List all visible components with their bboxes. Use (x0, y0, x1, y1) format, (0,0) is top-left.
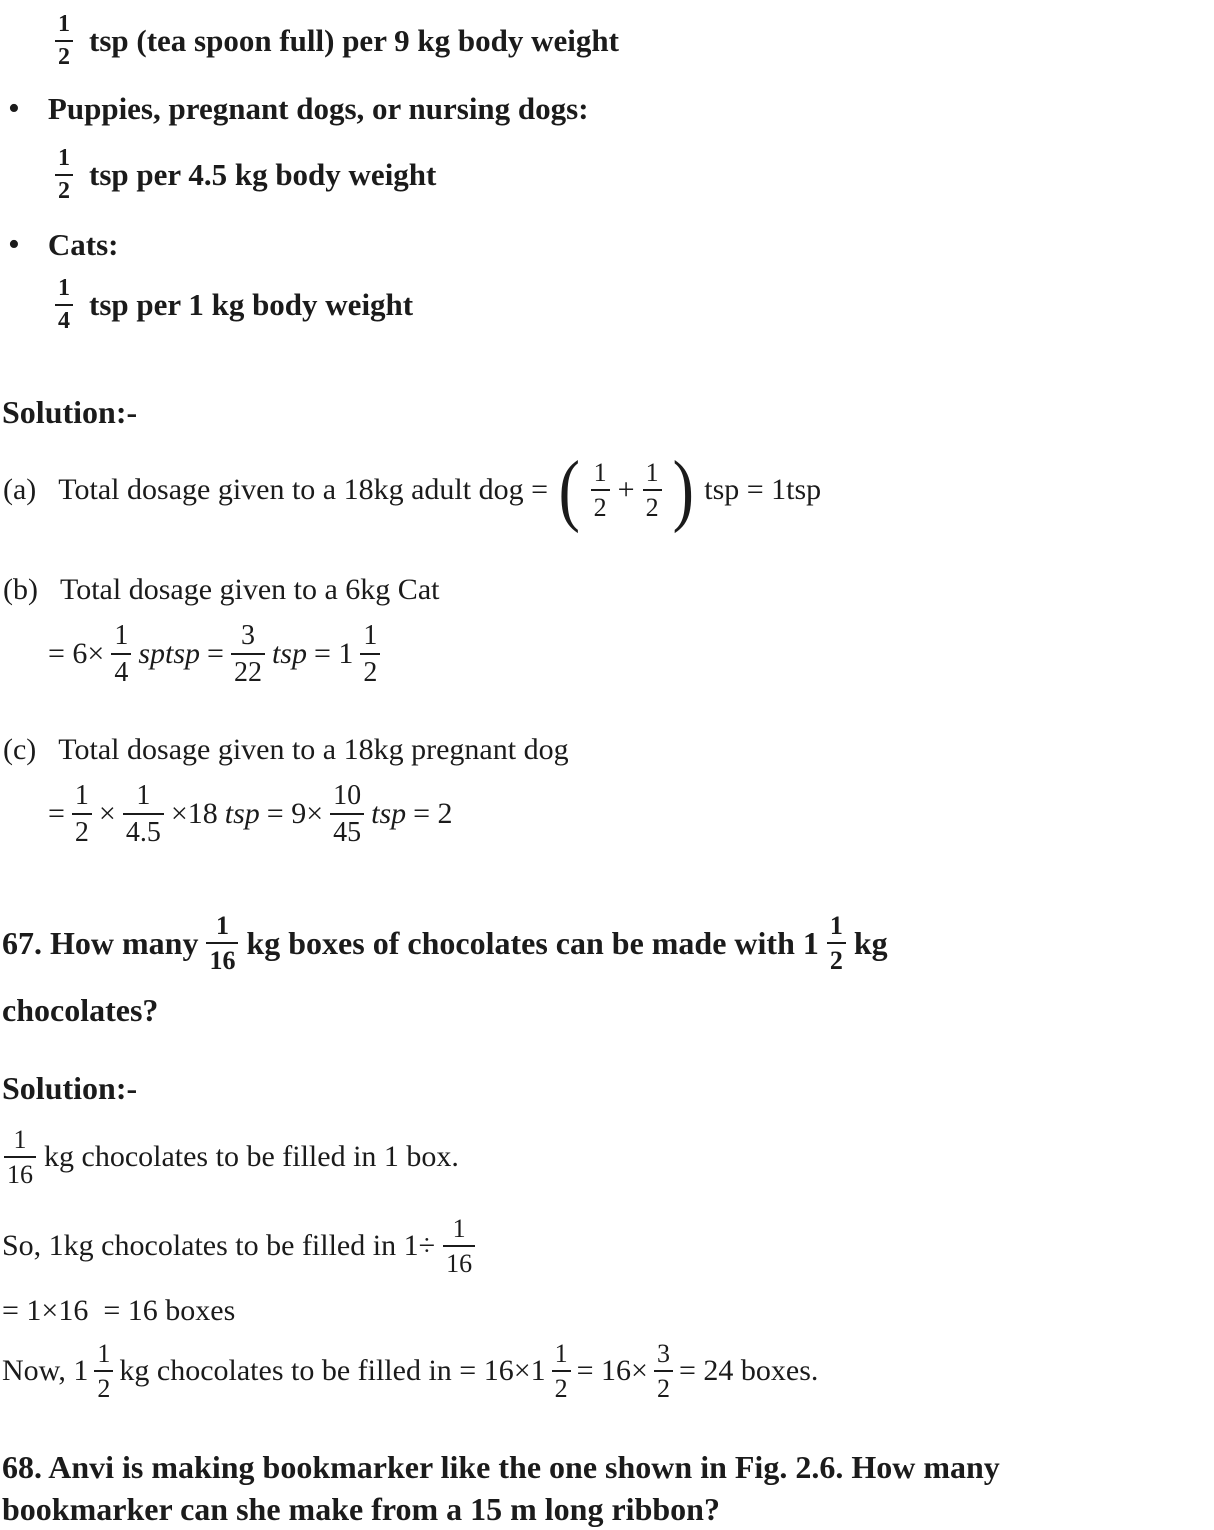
solution-heading: Solution:- (2, 394, 138, 430)
fraction-denominator: 2 (552, 1370, 571, 1402)
part-label-c: (c) (3, 733, 37, 766)
fraction-numerator: 1 (58, 274, 70, 301)
fraction-one-sixteenth (443, 1215, 475, 1278)
dosage-line-adult-dog (55, 4, 1214, 78)
fraction-three-halves (654, 1340, 673, 1403)
q67-text: 67. How many (2, 924, 199, 961)
solution-part-c-equation (48, 774, 1214, 854)
fraction-denominator: 2 (827, 942, 846, 974)
fraction-numerator: 1 (554, 1338, 568, 1368)
dosage-text-adult-dog: tsp (tea spoon full) per 9 kg body weight (89, 23, 619, 58)
eq-segment: Now, 1 (2, 1354, 89, 1387)
solution67-line2-text: So, 1kg chocolates to be filled in 1÷ (2, 1229, 436, 1262)
eq-result: = 24 boxes. (678, 1354, 819, 1387)
fraction-denominator: 2 (55, 40, 73, 70)
part-c-intro: Total dosage given to a 18kg pregnant dog (58, 733, 569, 766)
fraction-one-over-four-point-five (123, 781, 164, 848)
left-parenthesis: ( (558, 446, 581, 534)
fraction-one-half (827, 912, 846, 975)
fraction-numerator: 1 (136, 779, 151, 811)
question-67-continued (2, 988, 1214, 1032)
fraction-numerator: 1 (829, 910, 843, 940)
fraction-denominator: 2 (591, 489, 610, 521)
question-68 (2, 1446, 1214, 1530)
fraction-denominator: 4 (111, 653, 131, 687)
eq-variable: tsp (224, 797, 260, 830)
fraction-one-quarter (111, 621, 131, 688)
fraction-numerator: 1 (593, 457, 607, 487)
fraction-numerator: 1 (363, 619, 378, 651)
fraction-one-half (55, 146, 73, 204)
part-label-a: (a) (3, 473, 37, 506)
eq-segment: = 16× (576, 1354, 648, 1387)
puppies-label: Puppies, pregnant dogs, or nursing dogs: (47, 91, 589, 126)
fraction-denominator: 45 (330, 813, 364, 847)
times-operator: × (98, 797, 116, 830)
fraction-numerator: 1 (114, 619, 129, 651)
eq-segment: = 1 (313, 637, 354, 670)
solution-part-a (3, 446, 1214, 534)
fraction-denominator: 4 (55, 304, 73, 334)
q67-text: kg (853, 924, 888, 961)
fraction-denominator: 2 (360, 653, 380, 687)
dosage-line-puppies (55, 138, 1214, 212)
fraction-one-half (552, 1340, 571, 1403)
q67-text: kg boxes of chocolates can be made with 1 (246, 924, 819, 961)
fraction-one-half (360, 621, 380, 688)
fraction-one-half (643, 459, 662, 522)
fraction-numerator: 1 (97, 1338, 111, 1368)
eq-equals: = (207, 637, 224, 670)
q67-text: chocolates? (2, 991, 159, 1028)
fraction-denominator: 2 (55, 174, 73, 204)
eq-result: = 2 (413, 797, 453, 830)
fraction-numerator: 10 (333, 779, 362, 811)
eq-variable: tsp (371, 797, 407, 830)
eq-segment: kg chocolates to be filled in = 16×1 (119, 1354, 546, 1387)
dosage-text-puppies: tsp per 4.5 kg body weight (89, 157, 437, 192)
fraction-one-half (72, 781, 92, 848)
fraction-denominator: 22 (231, 653, 265, 687)
fraction-numerator: 1 (74, 779, 89, 811)
fraction-numerator: 1 (215, 910, 229, 940)
eq-segment: = 9× (266, 797, 324, 830)
fraction-denominator: 16 (4, 1156, 36, 1188)
bullet-item-cats (8, 224, 1214, 266)
fraction-denominator: 4.5 (123, 813, 164, 847)
part-b-intro: Total dosage given to a 6kg Cat (59, 573, 440, 606)
eq-variable: sptsp (138, 637, 201, 670)
fraction-ten-fortyfifths (330, 781, 364, 848)
bullet-item-puppies (8, 88, 1214, 130)
part-a-intro: Total dosage given to a 18kg adult dog = (58, 473, 549, 506)
part-label-b: (b) (3, 573, 38, 606)
fraction-denominator: 16 (206, 942, 238, 974)
fraction-numerator: 3 (240, 619, 255, 651)
q68-line1: 68. Anvi is making bookmarker like the one shown in Fig. 2.6. How many (2, 1449, 1000, 1485)
right-parenthesis: ) (672, 446, 694, 534)
fraction-numerator: 1 (58, 10, 70, 37)
solution67-line3 (2, 1290, 1214, 1332)
dosage-text-cats: tsp per 1 kg body weight (89, 287, 414, 322)
part-a-result: tsp = 1tsp (704, 473, 822, 506)
eq-variable: tsp (271, 637, 307, 670)
solution-part-b-equation (48, 614, 1214, 694)
solution67-line3-text: = 1×16 = 16 boxes (2, 1294, 236, 1327)
fraction-numerator: 1 (58, 144, 70, 171)
fraction-three-twentyseconds (231, 621, 265, 688)
eq-equals: = (48, 797, 65, 830)
dosage-line-cats (55, 268, 1214, 342)
fraction-one-quarter (55, 276, 73, 334)
fraction-denominator: 2 (72, 813, 92, 847)
cats-label: Cats: (47, 227, 119, 262)
fraction-numerator: 3 (656, 1338, 670, 1368)
fraction-one-sixteenth (206, 912, 238, 975)
fraction-numerator: 1 (452, 1213, 466, 1243)
fraction-denominator: 2 (94, 1370, 113, 1402)
eq-segment: ×18 (170, 797, 218, 830)
solution-part-b-heading (3, 570, 1214, 610)
q68-line2: bookmarker can she make from a 15 m long ribbon? (2, 1491, 720, 1527)
fraction-denominator: 2 (643, 489, 662, 521)
fraction-denominator: 16 (443, 1245, 475, 1277)
solution67-line1-text: kg chocolates to be filled in 1 box. (44, 1140, 459, 1173)
solution67-line2 (2, 1204, 1214, 1288)
eq-segment: = 6× (48, 637, 105, 670)
fraction-one-sixteenth (4, 1126, 36, 1189)
solution67-line4 (2, 1332, 1214, 1410)
bullet-icon: • (8, 90, 20, 127)
fraction-denominator: 2 (654, 1370, 673, 1402)
fraction-one-half (94, 1340, 113, 1403)
fraction-one-half (55, 12, 73, 70)
solution-part-c-heading (3, 730, 1214, 770)
solution-heading: Solution:- (2, 1070, 138, 1106)
fraction-numerator: 1 (645, 457, 659, 487)
question-67 (2, 898, 1214, 988)
plus-operator: + (617, 473, 635, 506)
bullet-icon: • (8, 226, 20, 263)
fraction-one-half (591, 459, 610, 522)
solution67-line1 (4, 1120, 1214, 1194)
fraction-numerator: 1 (13, 1124, 27, 1154)
